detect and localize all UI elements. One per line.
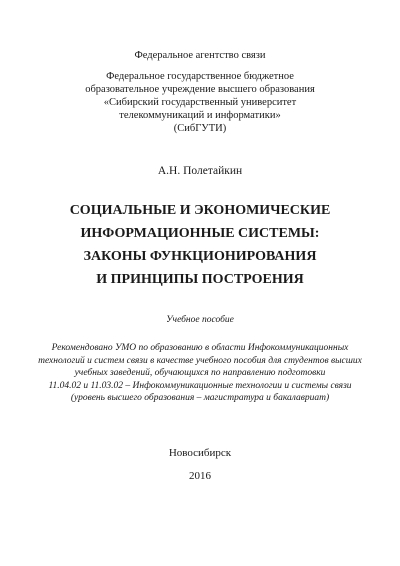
publication-city: Новосибирск [168, 447, 232, 459]
recommendation-line: учебных заведений, обучающихся по направлению подготовки [74, 368, 326, 379]
recommendation-line: Рекомендовано УМО по образованию в области Инфокоммуникационных [51, 343, 349, 353]
author-name: А.Н. Полетайкин [157, 165, 243, 177]
document-type: Учебное пособие [166, 315, 234, 325]
recommendation-line: (уровень высшего образования – магистратура и бакалавриат) [70, 393, 330, 404]
recommendation-line: технологий и систем связи в качестве учебного пособия для студентов высших [38, 355, 362, 366]
organization-line: телекоммуникаций и информатики» [119, 110, 281, 121]
organization-line: «Сибирский государственный университет [103, 97, 297, 108]
publication-year: 2016 [189, 470, 211, 482]
organization-line: образовательное учреждение высшего образования [85, 84, 315, 95]
book-title-line: СОЦИАЛЬНЫЕ И ЭКОНОМИЧЕСКИЕ [69, 203, 331, 218]
book-title-line: ИНФОРМАЦИОННЫЕ СИСТЕМЫ: [80, 226, 320, 241]
recommendation-line: 11.04.02 и 11.03.02 – Инфокоммуникационные технологии и системы связи [48, 380, 352, 391]
organization-line: Федеральное государственное бюджетное [106, 71, 294, 82]
agency-name: Федеральное агентство связи [134, 50, 266, 61]
book-title-line: ЗАКОНЫ ФУНКЦИОНИРОВАНИЯ [83, 249, 317, 264]
book-title-line: И ПРИНЦИПЫ ПОСТРОЕНИЯ [96, 272, 304, 287]
organization-abbreviation: (СибГУТИ) [173, 123, 227, 134]
